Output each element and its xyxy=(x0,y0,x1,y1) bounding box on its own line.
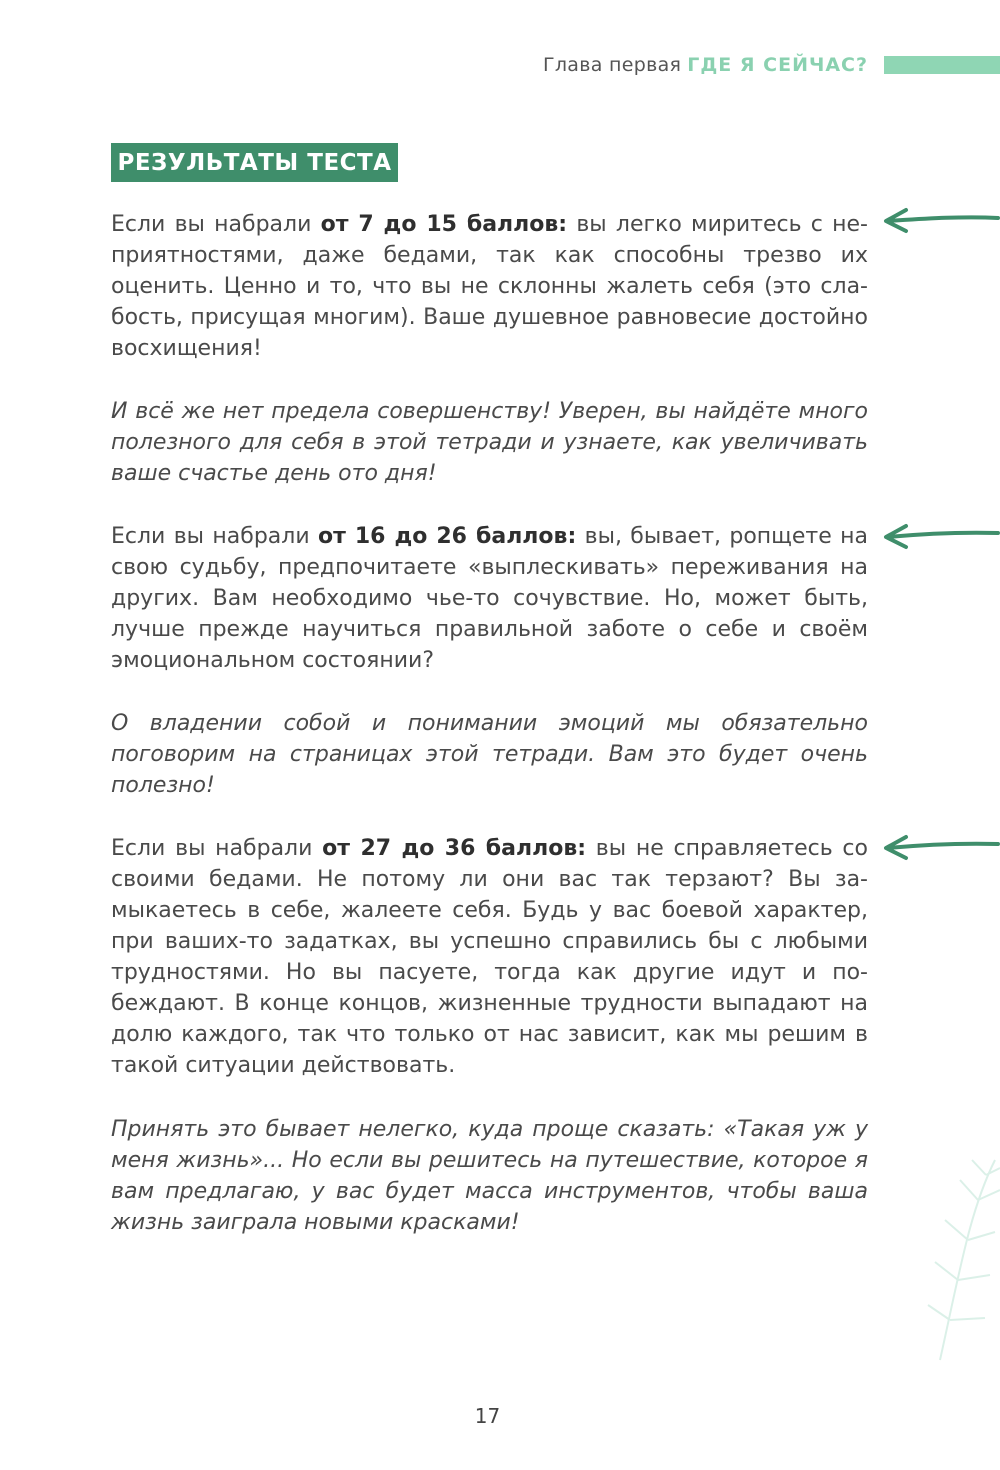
result-paragraph-2 xyxy=(111,521,868,676)
arrow-icon xyxy=(880,205,1000,235)
result-comment-2: О владении собой и понимании эмоций мы обязательно поговорим на страницах этой тетради. Вам это будет очень полезно! xyxy=(111,711,868,798)
leaf-decoration-icon xyxy=(900,1140,1000,1370)
result-lead: Если вы набрали xyxy=(111,836,323,861)
page-number: 17 xyxy=(474,1404,501,1428)
score-range: от 27 до 36 баллов: xyxy=(322,836,587,861)
section-title: РЕЗУЛЬТАТЫ ТЕСТА xyxy=(111,143,398,182)
score-range: от 7 до 15 баллов: xyxy=(320,212,568,237)
result-paragraph-1 xyxy=(111,209,868,364)
result-comment-1: И всё же нет предела совершенству! Уверен, вы найдёте много полезного для себя в этой тетради и узнаете, как увеличивать ваше счастье день ото дня! xyxy=(111,399,868,486)
arrow-icon xyxy=(880,521,1000,551)
result-lead: Если вы набрали xyxy=(111,212,321,237)
score-range: от 16 до 26 баллов: xyxy=(317,524,577,549)
header-accent-bar xyxy=(884,56,1000,74)
result-paragraph-3 xyxy=(111,833,868,1081)
result-text: вы, бывает, ропщете на свою судьбу, предпочитаете «выплескивать» переживания на других. Вам необходимо чье-то сочувствие. Но, может быть, лучше прежде научиться правильной заботе о себе и своём эмоциональном состоянии? xyxy=(111,524,868,673)
chapter-title: ГДЕ Я СЕЙЧАС? xyxy=(687,54,868,76)
running-head xyxy=(543,54,868,76)
result-text: вы легко миритесь с неприятностями, даже бедами, так как способны трезво их оценить. Ценно и то, что вы не склонны жалеть себя (это слабость, присущая многим). Ваше душевное равновесие достойно восхищения! xyxy=(111,212,868,361)
result-lead: Если вы набрали xyxy=(111,524,318,549)
chapter-label: Глава первая xyxy=(542,54,682,76)
result-text: вы не справляетесь со своими бедами. Не потому ли они вас так терзают? Вы замыкаетесь в себе, жалеете себя. Будь у вас боевой характер, при ваших-то задатках, вы успешно справились бы с любыми трудностями. Но вы пасуете, тогда как другие идут и побеждают. В конце концов, жизненные трудности выпадают на долю каждого, так что только от нас зависит, как мы решим в такой ситуации действовать. xyxy=(111,836,868,1078)
arrow-icon xyxy=(880,832,1000,862)
result-comment-3: Принять это бывает нелегко, куда проще сказать: «Такая уж у меня жизнь»... Но если вы решитесь на путешествие, которое я вам предлагаю, у вас будет масса инструментов, чтобы ваша жизнь заиграла новыми красками! xyxy=(111,1117,868,1235)
